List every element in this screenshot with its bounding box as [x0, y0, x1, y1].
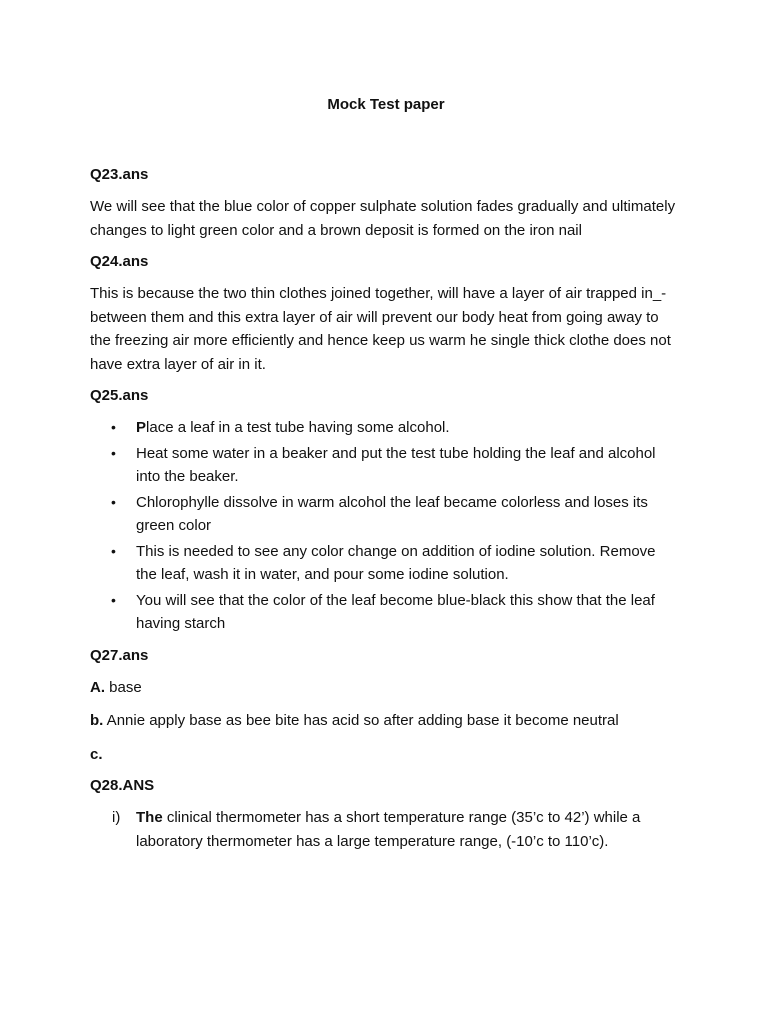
part-c-label: c. — [90, 745, 103, 763]
page-title: Mock Test paper — [327, 96, 445, 113]
bullet-text: This is needed to see any color change on addition of iodine solution. Remove the leaf, wash it in water, and pour some iodine solution. — [136, 542, 656, 583]
q27-heading: Q27.ans — [90, 646, 149, 664]
part-b-text: Annie apply base as bee bite has acid so after adding base it become neutral — [103, 712, 619, 729]
bullet-icon: • — [111, 444, 116, 461]
q28-heading: Q28.ANS — [90, 777, 155, 794]
q25-heading: Q25.ans — [90, 387, 149, 404]
list-item — [90, 442, 680, 489]
part-a-text: base — [105, 678, 142, 696]
q27-part-a — [90, 676, 680, 700]
item-number: i) — [112, 809, 121, 826]
item-text: clinical thermometer has a short temperature range (35’c to 42’) while a laboratory thermometer has a large temperature range, (-10’c to 110’c). — [136, 809, 641, 850]
list-item — [90, 491, 680, 538]
bullet-icon: • — [111, 542, 116, 559]
bullet-text: Chlorophylle dissolve in warm alcohol the leaf became colorless and loses its green color — [136, 493, 648, 534]
q24-answer: This is because the two thin clothes joined together, will have a layer of air trapped in_-between them and this extra layer of air will prevent our body heat from going away to the freezing air more efficiently and hence keep us warm he single thick clothe does not have extra layer of air in it. — [90, 285, 671, 373]
list-item — [90, 589, 680, 636]
bullet-icon: • — [111, 591, 116, 608]
bullet-text: Heat some water in a beaker and put the test tube holding the leaf and alcohol into the beaker. — [136, 444, 656, 485]
list-item — [90, 806, 680, 853]
list-item — [90, 540, 680, 587]
item-text-bold: The — [136, 809, 163, 826]
bullet-icon: • — [111, 493, 116, 510]
q24-heading: Q24.ans — [90, 253, 149, 270]
list-item — [90, 416, 680, 440]
q23-heading: Q23.ans — [90, 166, 149, 183]
q27-part-c — [90, 743, 680, 767]
bullet-icon: • — [111, 419, 116, 435]
bullet-text: lace a leaf in a test tube having some alcohol. — [146, 419, 450, 436]
q23-answer: We will see that the blue color of copper sulphate solution fades gradually and ultimately changes to light green color and a brown deposit is formed on the iron nail — [90, 198, 676, 239]
q28-list — [90, 806, 680, 853]
q27-part-b — [90, 709, 680, 733]
bullet-text-bold: P — [136, 419, 147, 436]
part-a-label: A. — [90, 678, 105, 696]
bullet-text: You will see that the color of the leaf become blue-black this show that the leaf having starch — [136, 591, 655, 632]
q25-bullet-list — [90, 416, 680, 636]
part-b-label: b. — [90, 712, 104, 729]
answers-body — [90, 165, 680, 853]
